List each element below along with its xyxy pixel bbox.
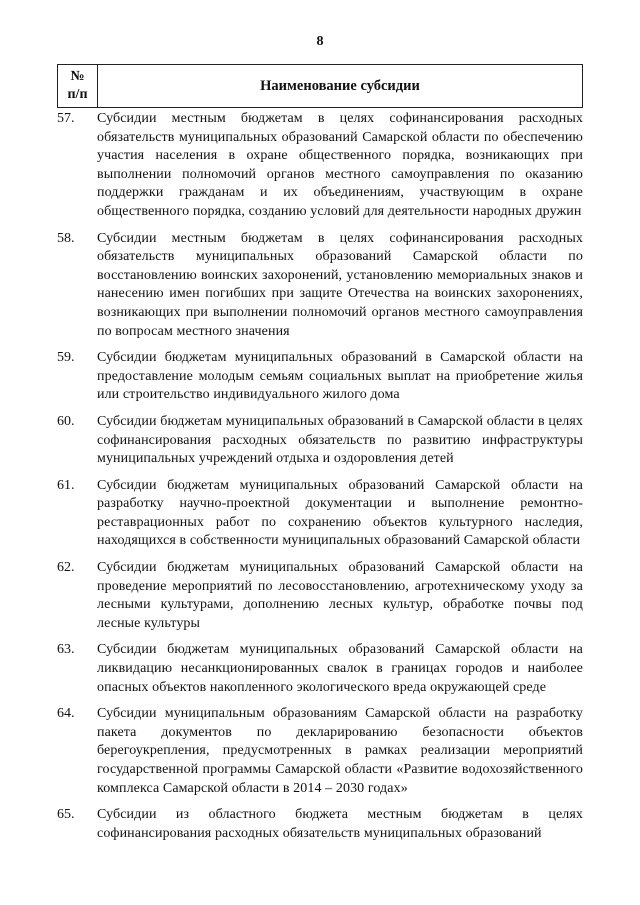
table-row [57,477,583,551]
table-row [57,349,583,405]
row-text: Субсидии муниципальным образованиям Самарской области на разработку пакета документов по декларированию безопасности объектов берегоукрепления, предусмотренных в рамках реализации мероприятий государственной программы Самарской области «Развитие водохозяйственного комплекса Самарской области в 2014 – 2030 годах» [97,706,583,796]
row-text: Субсидии из областного бюджета местным бюджетам в целях софинансирования расходных обязательств муниципальных образований [97,807,583,841]
row-number: 63. [57,642,75,658]
row-text: Субсидии бюджетам муниципальных образований в Самарской области в целях софинансирования расходных обязательств по развитию инфраструктуры муниципальных учреждений отдыха и оздоровления детей [97,413,583,467]
header-number-sign: № [70,69,85,84]
table-row [57,230,583,342]
header-name-column: Наименование субсидии [260,77,420,94]
table-row [57,641,583,697]
row-number: 65. [57,807,75,823]
table-row [57,705,583,798]
row-number: 62. [57,560,75,576]
row-text: Субсидии местным бюджетам в целях софинансирования расходных обязательств муниципальных образований Самарской области по восстановлению воинских захоронений, установлению мемориальных знаков и нанесению имен погибших при защите Отечества на воинских захоронениях, возникающих при выполнении полномочий органов местного самоуправления по вопросам местного значения [97,230,583,339]
row-number: 61. [57,477,75,493]
table-body [57,110,583,851]
row-text: Субсидии бюджетам муниципальных образований в Самарской области на предоставление молодым семьям социальных выплат на приобретение жилья или строительство индивидуального жилого дома [97,350,583,403]
row-number: 58. [57,230,75,246]
row-number: 59. [57,350,75,366]
table-row [57,110,583,222]
table-header [57,64,583,108]
row-number: 64. [57,706,75,722]
table-row [57,806,583,843]
table-row [57,413,583,469]
row-number: 60. [57,413,75,429]
page-number: 8 [316,34,324,49]
header-number-column [58,65,98,107]
row-number: 57. [57,111,75,126]
table-row [57,559,583,633]
row-text: Субсидии бюджетам муниципальных образований Самарской области на ликвидацию несанкционированных свалок в границах городов и наиболее опасных объектов накопленного экологического вреда окружающей среде [97,642,583,695]
row-text: Субсидии бюджетам муниципальных образований Самарской области на разработку научно-проектной документации и выполнение ремонтно-реставрационных работ по сохранению объектов культурного наследия, находящихся в собственности муниципальных образований Самарской области [97,477,583,549]
row-text: Субсидии местным бюджетам в целях софинансирования расходных обязательств муниципальных образований Самарской области по обеспечению участия населения в охране общественного порядка, возникающих при выполнении полномочий органов местного самоуправления по оказанию поддержки гражданам и их объединениям, участвующим в охране общественного порядка, созданию условий для деятельности народных дружин [97,111,583,219]
row-text: Субсидии бюджетам муниципальных образований Самарской области на проведение мероприятий по лесовосстановлению, агротехническому уходу за лесными культурами, дополнению лесных культур, обработке почвы под лесные культуры [97,560,583,631]
header-number-abbr: п/п [67,87,88,102]
